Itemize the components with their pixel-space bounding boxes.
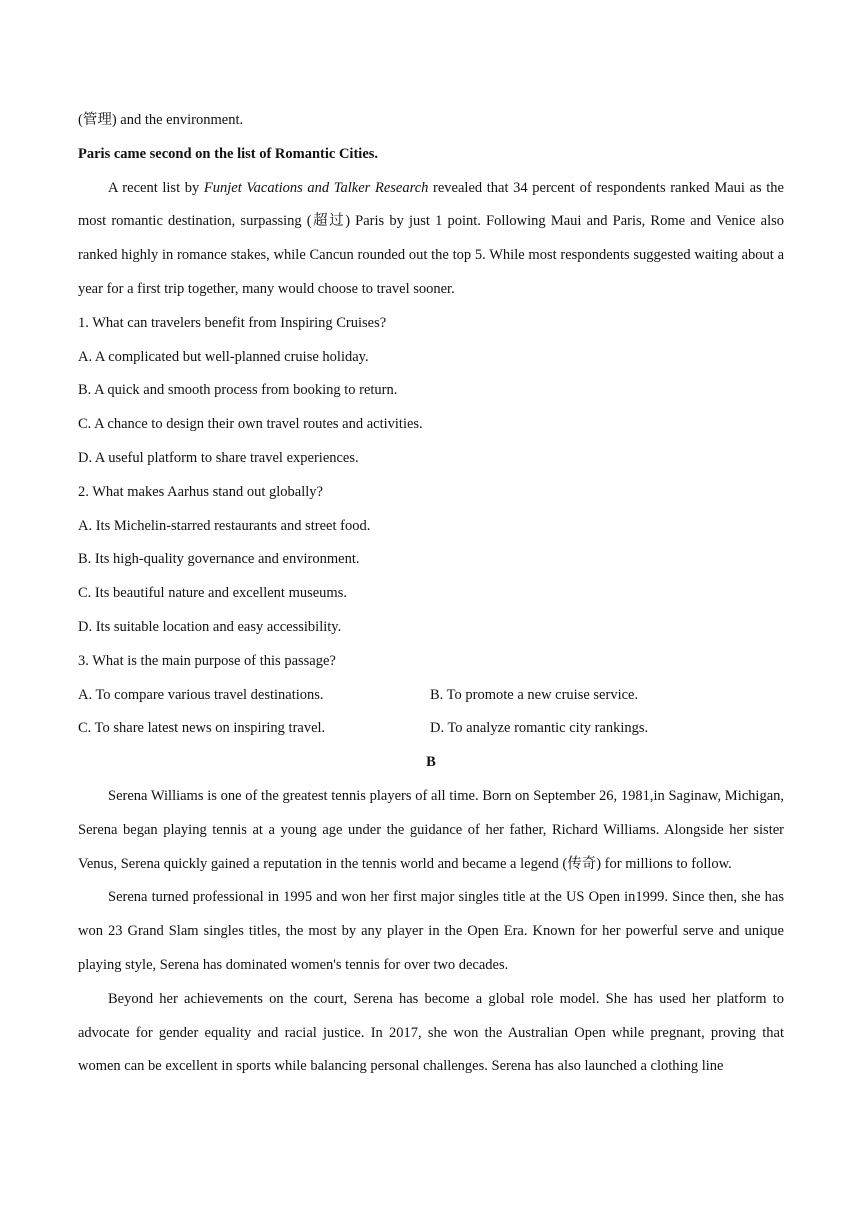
q3-option-d: D. To analyze romantic city rankings.	[430, 720, 649, 737]
q3-stem: 3. What is the main purpose of this passage?	[78, 652, 336, 669]
paris-para-body: revealed that 34 percent of respondents ranked Maui as the most romantic destination, surpassing (超过) Paris by just 1 point. Following Maui and Paris, Rome and Venice also ranked highly in romance stakes, while Cancun rounded out the top 5. While most respondents suggested waiting about a year for a first trip together, many would choose to travel sooner.	[78, 179, 784, 297]
q3-option-b: B. To promote a new cruise service.	[430, 686, 639, 703]
paris-para-source: Funjet Vacations and Talker Research	[203, 179, 429, 196]
section-b-paragraph-1: Serena Williams is one of the greatest tennis players of all time. Born on September 26, 1981,in Saginaw, Michigan, Serena began playing tennis at a young age under the guidance of her father, Richard Williams. Alongside her sister Venus, Serena quickly gained a reputation in the tennis world and became a legend (传奇) for millions to follow.	[78, 787, 784, 872]
q1-option-b: B. A quick and smooth process from booking to return.	[78, 382, 398, 399]
paris-para-lead: A recent list by	[108, 179, 204, 196]
section-b-paragraph-3: Beyond her achievements on the court, Serena has become a global role model. She has used her platform to advocate for gender equality and racial justice. In 2017, she won the Australian Open while pregnant, proving that women can be excellent in sports while balancing personal challenges. Serena has also launched a clothing line	[78, 990, 784, 1075]
paris-paragraph	[78, 172, 784, 307]
q2-option-a: A. Its Michelin-starred restaurants and street food.	[78, 517, 371, 534]
q1-option-a: A. A complicated but well-planned cruise holiday.	[78, 348, 369, 365]
q1-option-d: D. A useful platform to share travel experiences.	[78, 449, 359, 466]
q3-option-c: C. To share latest news on inspiring travel.	[78, 720, 326, 737]
paris-heading: Paris came second on the list of Romantic Cities.	[78, 145, 379, 162]
section-b-heading: B	[426, 754, 436, 771]
q3-options-row-2	[78, 712, 784, 746]
document-body	[78, 104, 784, 1084]
carryover-line: (管理) and the environment.	[78, 112, 244, 128]
q2-stem: 2. What makes Aarhus stand out globally?	[78, 483, 323, 500]
q2-option-b: B. Its high-quality governance and environment.	[78, 551, 360, 568]
section-b-paragraph-2: Serena turned professional in 1995 and won her first major singles title at the US Open in1999. Since then, she has won 23 Grand Slam singles titles, the most by any player in the Open Era. Known for her powerful serve and unique playing style, Serena has dominated women's tennis for over two decades.	[78, 889, 784, 973]
q3-options-row-1	[78, 679, 784, 713]
q3-option-a: A. To compare various travel destinations.	[78, 686, 324, 703]
q2-option-d: D. Its suitable location and easy accessibility.	[78, 618, 342, 635]
q2-option-c: C. Its beautiful nature and excellent museums.	[78, 585, 347, 602]
q1-option-c: C. A chance to design their own travel routes and activities.	[78, 416, 423, 433]
q1-stem: 1. What can travelers benefit from Inspiring Cruises?	[78, 314, 387, 331]
